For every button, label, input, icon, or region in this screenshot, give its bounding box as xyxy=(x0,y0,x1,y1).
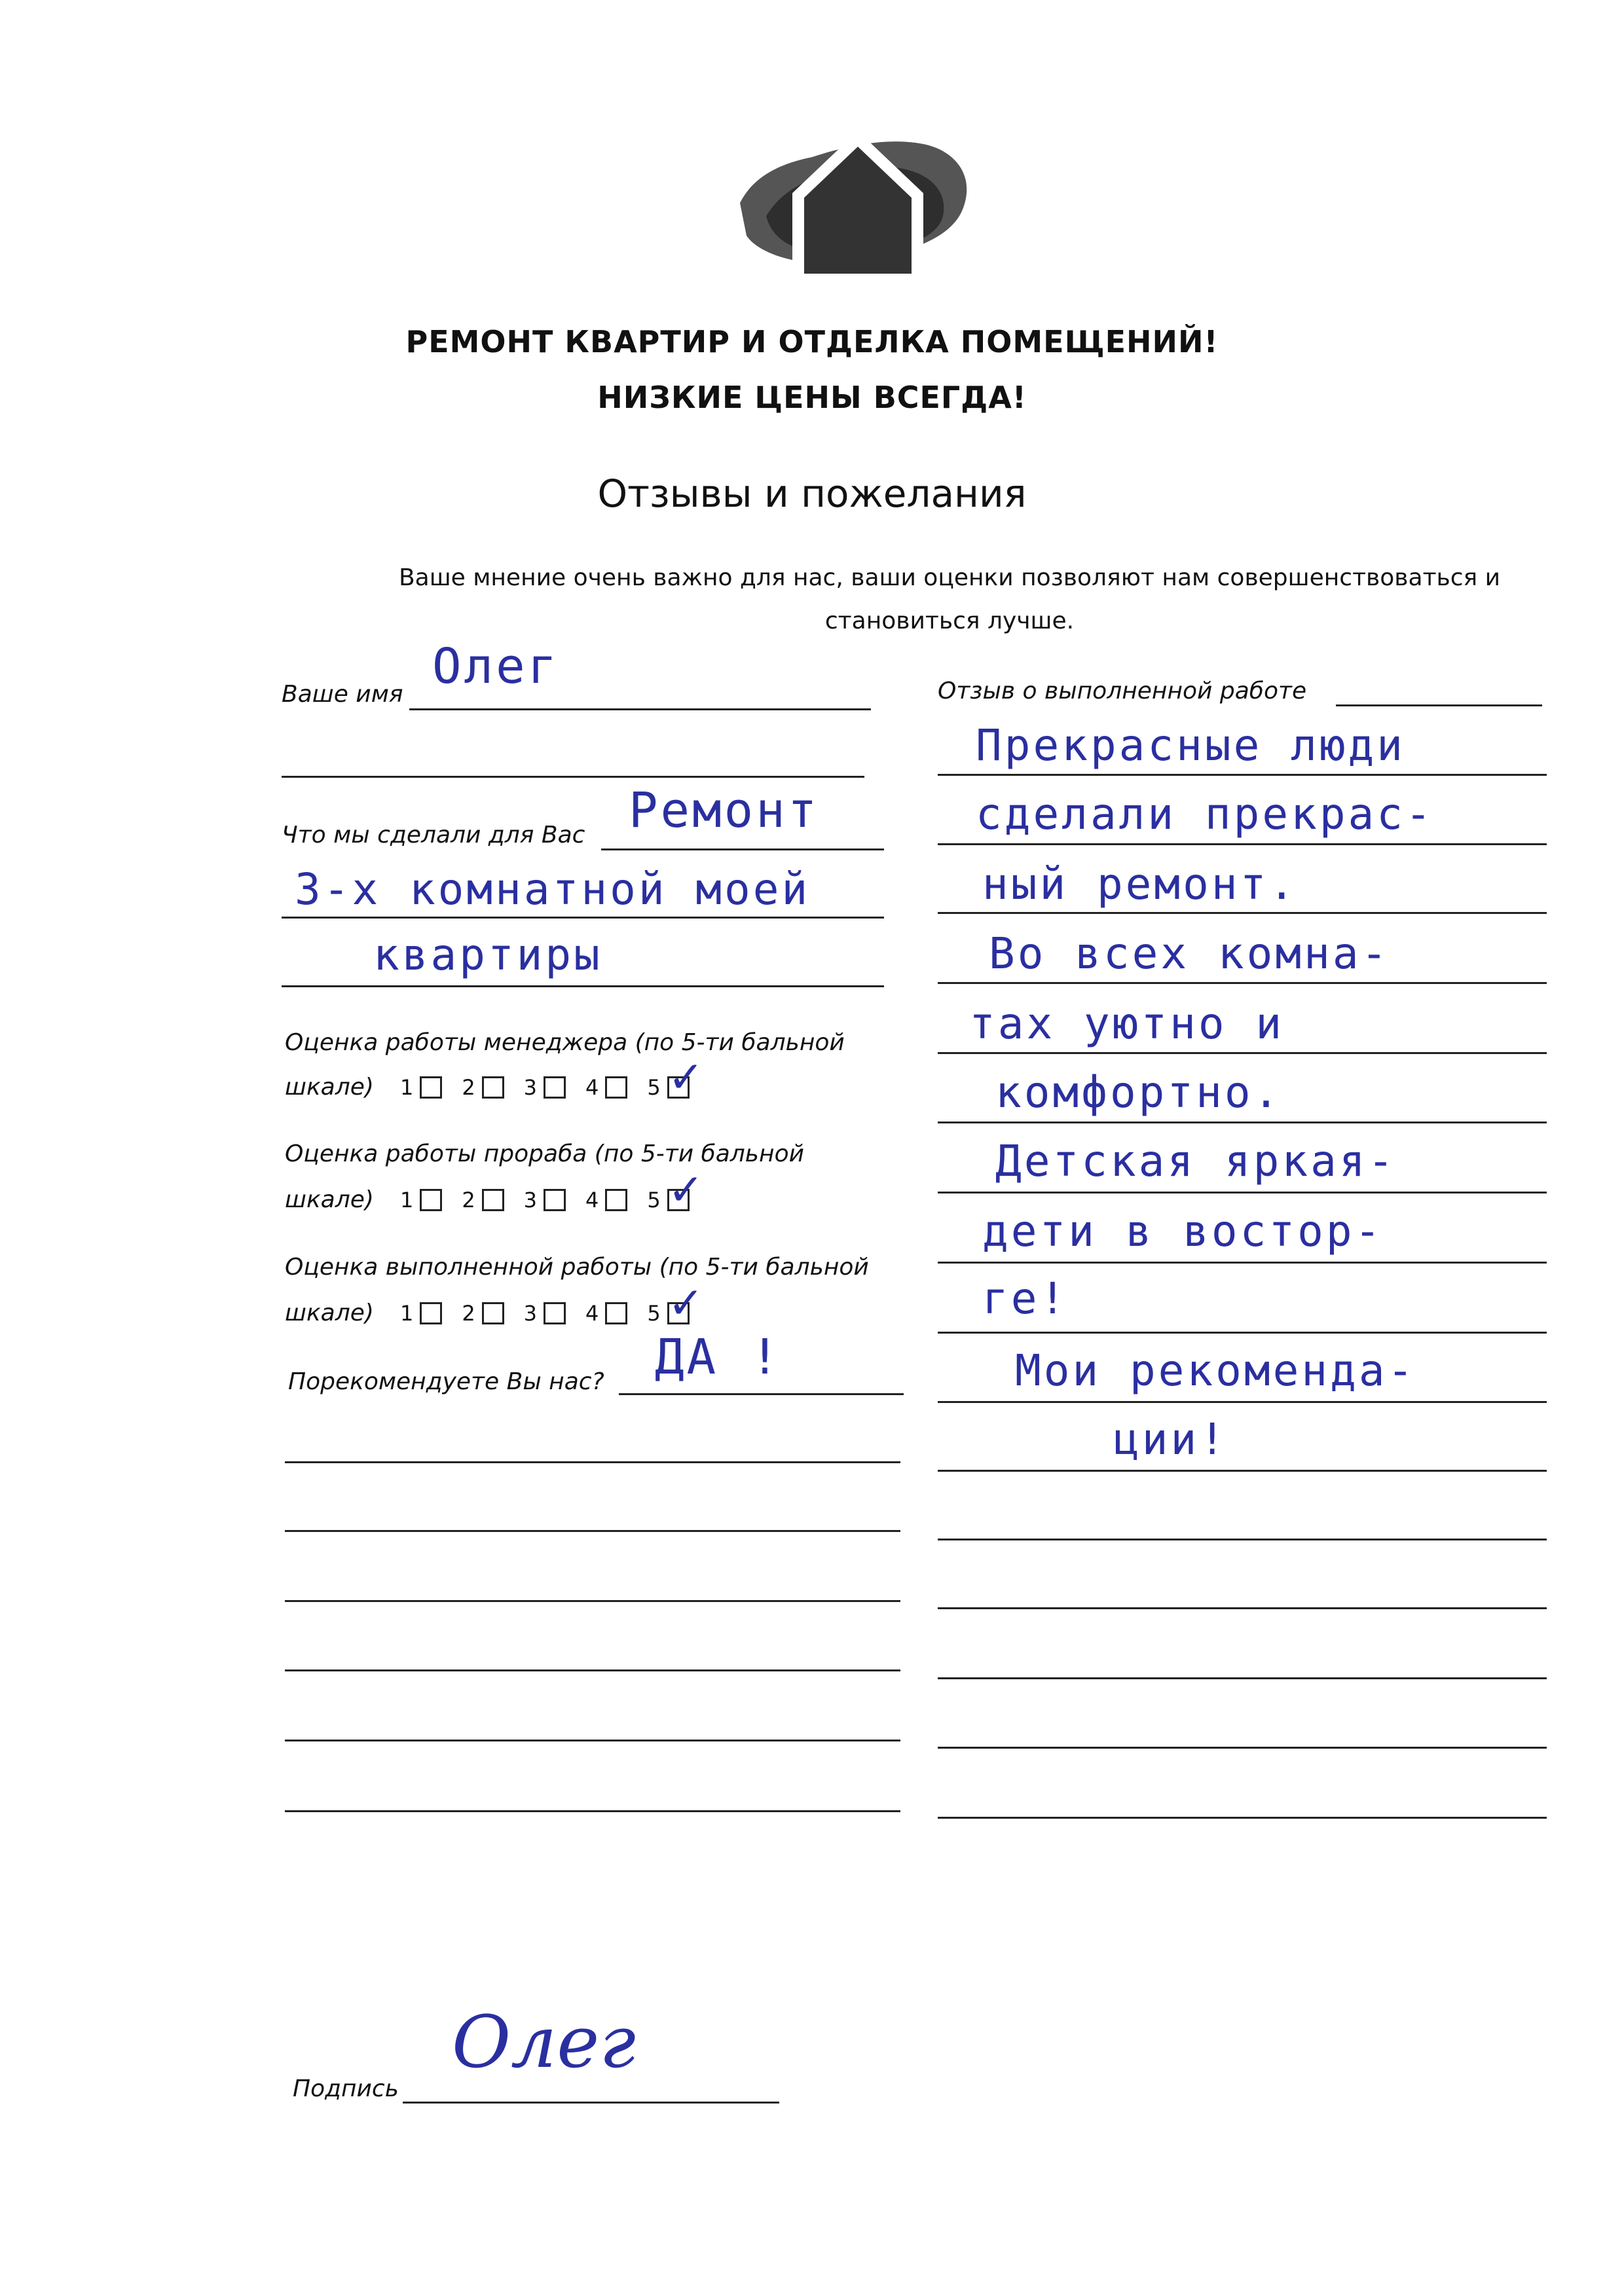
blank-line xyxy=(285,1669,900,1671)
recommend-label: Порекомендуете Вы нас? xyxy=(288,1368,604,1395)
manager-rating-4-checkbox[interactable] xyxy=(605,1076,627,1099)
work-rating-2-checkbox[interactable] xyxy=(482,1302,504,1324)
foreman-rating-5-checkbox[interactable] xyxy=(667,1164,705,1215)
scale-num: 5 xyxy=(647,1074,661,1100)
check-mark-icon: ✓ xyxy=(667,1051,705,1102)
review-line xyxy=(938,1121,1547,1123)
scale-num: 2 xyxy=(462,1300,475,1326)
review-line-3[interactable]: ный ремонт. xyxy=(982,859,1298,909)
foreman-rating-4-checkbox[interactable] xyxy=(605,1189,627,1211)
review-line xyxy=(938,843,1547,845)
check-mark-icon: ✓ xyxy=(667,1164,705,1215)
did-value-3[interactable]: квартиры xyxy=(373,930,602,980)
review-line-1[interactable]: Прекрасные люди xyxy=(976,720,1406,771)
name-field-line xyxy=(409,708,871,710)
manager-rating-1-checkbox[interactable] xyxy=(420,1076,442,1099)
scale-num: 3 xyxy=(523,1300,538,1326)
scale-num: 2 xyxy=(462,1074,475,1100)
review-line xyxy=(938,1677,1547,1679)
review-field-line xyxy=(1336,704,1542,706)
blank-line xyxy=(285,1530,900,1532)
name-label: Ваше имя xyxy=(282,681,403,708)
intro-line-2: становиться лучше. xyxy=(824,608,1075,634)
review-line-10[interactable]: Мои рекоменда- xyxy=(1015,1345,1416,1396)
did-value-2[interactable]: 3-х комнатной моей xyxy=(295,864,811,915)
review-line-7[interactable]: Детская яркая- xyxy=(995,1136,1397,1186)
scale-num: 4 xyxy=(585,1300,599,1326)
scale-num: 3 xyxy=(523,1187,538,1212)
intro-text xyxy=(327,556,1572,643)
review-label: Отзыв о выполненной работе xyxy=(938,678,1307,704)
review-line xyxy=(938,1747,1547,1749)
signature-label: Подпись xyxy=(293,2075,399,2102)
scale-num: 3 xyxy=(523,1074,538,1100)
scale-num: 2 xyxy=(462,1187,475,1212)
foreman-rating-3-checkbox[interactable] xyxy=(544,1189,566,1211)
manager-rating-label: Оценка работы менеджера (по 5-ти бальной xyxy=(285,1029,845,1056)
review-line xyxy=(938,1470,1547,1472)
review-line xyxy=(938,1192,1547,1194)
manager-rating-2-checkbox[interactable] xyxy=(482,1076,504,1099)
review-line-2[interactable]: сделали прекрас- xyxy=(976,789,1434,839)
foreman-rating-1-checkbox[interactable] xyxy=(420,1189,442,1211)
house-logo xyxy=(727,105,989,288)
scale-num: 1 xyxy=(399,1074,414,1100)
blank-line xyxy=(285,1461,900,1463)
scale-num: 1 xyxy=(399,1187,414,1212)
did-line-3 xyxy=(282,985,884,987)
blank-line xyxy=(285,1810,900,1812)
name-value[interactable]: Олег xyxy=(432,638,560,695)
review-line xyxy=(938,1052,1547,1054)
review-line xyxy=(938,1401,1547,1403)
review-line-4[interactable]: Во всех комна- xyxy=(989,928,1390,979)
did-field-line xyxy=(601,848,884,850)
check-mark-icon: ✓ xyxy=(667,1277,705,1328)
manager-rating-3-checkbox[interactable] xyxy=(544,1076,566,1099)
foreman-rating-label: Оценка работы прораба (по 5-ти бальной xyxy=(285,1140,804,1167)
work-rating-label: Оценка выполненной работы (по 5-ти бальной xyxy=(285,1254,869,1281)
review-line xyxy=(938,1332,1547,1334)
work-rating-3-checkbox[interactable] xyxy=(544,1302,566,1324)
scale-word: шкале) xyxy=(285,1186,374,1213)
scale-num: 5 xyxy=(647,1300,661,1326)
scale-word: шкале) xyxy=(285,1300,374,1326)
page-title: Отзывы и пожелания xyxy=(597,471,1027,516)
did-value-1[interactable]: Ремонт xyxy=(629,782,820,839)
foreman-rating-2-checkbox[interactable] xyxy=(482,1189,504,1211)
review-line-8[interactable]: дети в востор- xyxy=(982,1206,1384,1256)
review-line-11[interactable]: ции! xyxy=(1113,1414,1228,1465)
blank-line xyxy=(282,776,864,778)
blank-line xyxy=(285,1740,900,1741)
did-line-2 xyxy=(282,917,884,919)
did-label: Что мы сделали для Вас xyxy=(282,822,585,848)
foreman-rating-scale xyxy=(285,1164,709,1215)
work-rating-scale xyxy=(285,1277,709,1328)
manager-rating-scale xyxy=(285,1051,709,1102)
review-line xyxy=(938,1607,1547,1609)
recommend-field-line xyxy=(619,1393,904,1395)
review-line xyxy=(938,1262,1547,1264)
review-line xyxy=(938,982,1547,984)
header-line-2: НИЗКИЕ ЦЕНЫ ВСЕГДА! xyxy=(597,380,1027,415)
review-line-9[interactable]: ге! xyxy=(982,1273,1069,1324)
blank-line xyxy=(285,1600,900,1602)
manager-rating-5-checkbox[interactable] xyxy=(667,1051,705,1102)
intro-line-1: Ваше мнение очень важно для нас, ваши оценки позволяют нам совершенствоваться и xyxy=(398,564,1501,591)
review-line xyxy=(938,774,1547,776)
review-line-5[interactable]: тах уютно и xyxy=(969,998,1285,1049)
header-line-1: РЕМОНТ КВАРТИР И ОТДЕЛКА ПОМЕЩЕНИЙ! xyxy=(405,324,1219,359)
work-rating-4-checkbox[interactable] xyxy=(605,1302,627,1324)
review-line xyxy=(938,1817,1547,1819)
scale-num: 1 xyxy=(399,1300,414,1326)
scale-word: шкале) xyxy=(285,1074,374,1101)
recommend-value[interactable]: ДА ! xyxy=(655,1329,783,1385)
scale-num: 4 xyxy=(585,1074,599,1100)
signature-field-line xyxy=(403,2102,779,2104)
scale-num: 5 xyxy=(647,1187,661,1212)
review-line xyxy=(938,912,1547,914)
work-rating-5-checkbox[interactable] xyxy=(667,1277,705,1328)
signature-value[interactable]: Олег xyxy=(452,2000,636,2084)
scale-num: 4 xyxy=(585,1187,599,1212)
work-rating-1-checkbox[interactable] xyxy=(420,1302,442,1324)
review-line xyxy=(938,1539,1547,1540)
review-line-6[interactable]: комфортно. xyxy=(995,1067,1282,1118)
